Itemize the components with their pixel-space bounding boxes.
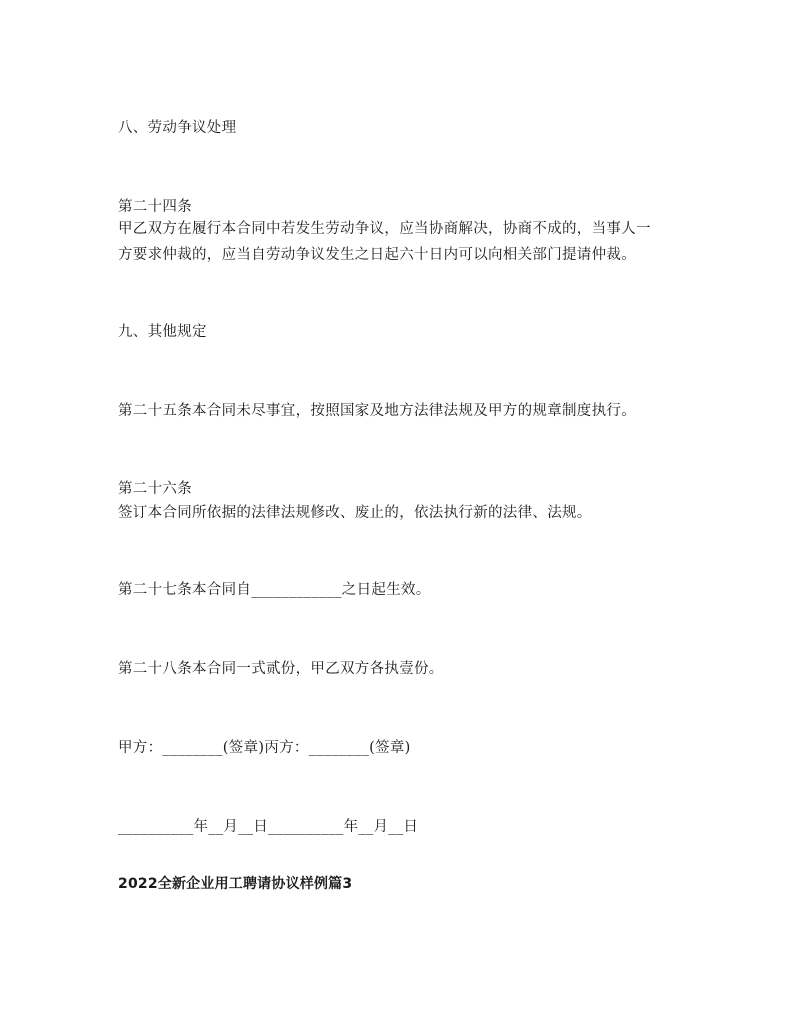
article-26-title: 第二十六条 — [118, 481, 192, 497]
section-9-heading: 九、其他规定 — [118, 324, 207, 340]
article-24-body-line-1: 甲乙双方在履行本合同中若发生劳动争议，应当协商解决，协商不成的，当事人一 — [118, 221, 651, 237]
article-28: 第二十八条本合同一式贰份，甲乙双方各执壹份。 — [118, 661, 444, 677]
article-25: 第二十五条本合同未尽事宜，按照国家及地方法律法规及甲方的规章制度执行。 — [118, 403, 636, 419]
article-24-body-line-2: 方要求仲裁的，应当自劳动争议发生之日起六十日内可以向相关部门提请仲裁。 — [118, 247, 636, 263]
date-line: __________年__月__日__________年__月__日 — [118, 819, 419, 835]
article-24-title: 第二十四条 — [118, 199, 192, 215]
section-8-heading: 八、劳动争议处理 — [118, 120, 237, 136]
article-26-body: 签订本合同所依据的法律法规修改、废止的，依法执行新的法律、法规。 — [118, 505, 592, 521]
signature-line: 甲方：________(签章)丙方：________(签章) — [118, 740, 411, 756]
next-section-heading: 2022全新企业用工聘请协议样例篇3 — [118, 876, 353, 892]
article-27: 第二十七条本合同自____________之日起生效。 — [118, 582, 431, 598]
